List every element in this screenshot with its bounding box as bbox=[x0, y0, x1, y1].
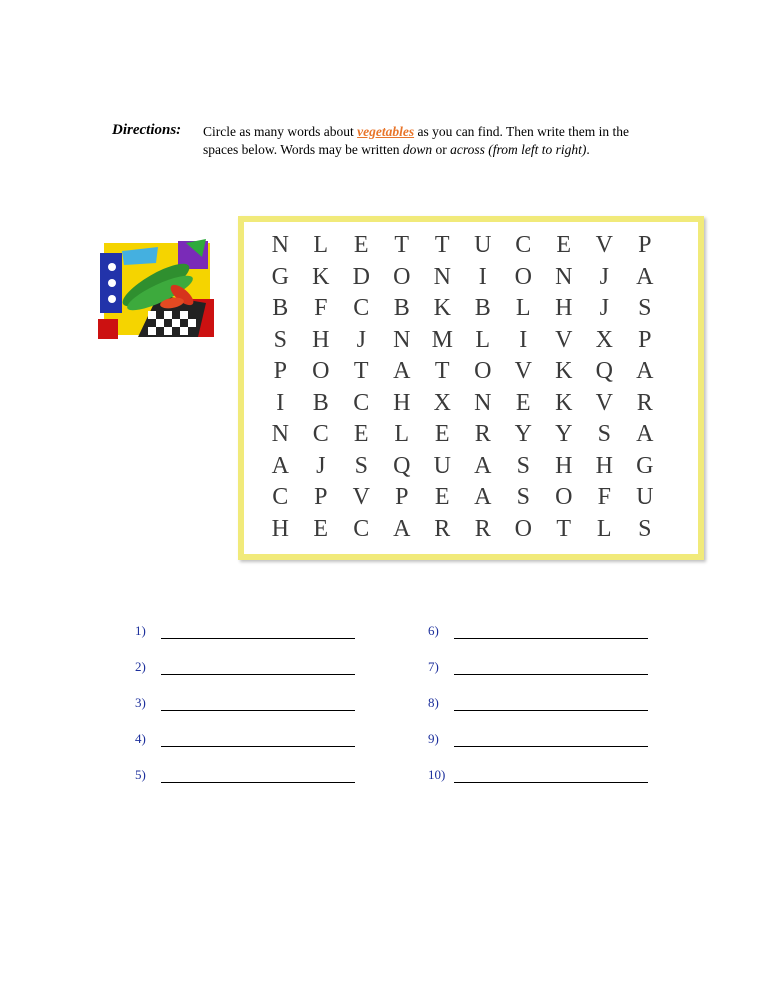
grid-letter[interactable]: F bbox=[597, 484, 611, 511]
grid-letter[interactable]: B bbox=[312, 389, 329, 416]
grid-letter[interactable]: H bbox=[555, 295, 573, 322]
grid-letter[interactable]: P bbox=[314, 484, 328, 511]
grid-letter[interactable]: L bbox=[394, 421, 410, 448]
grid-letter[interactable]: C bbox=[515, 232, 532, 259]
grid-letter[interactable]: K bbox=[312, 263, 330, 290]
answer-number: 5) bbox=[135, 767, 146, 782]
grid-letter[interactable]: X bbox=[595, 326, 613, 353]
answer-number: 10) bbox=[428, 767, 446, 782]
keyword-vegetables: vegetables bbox=[357, 124, 415, 139]
grid-letter[interactable]: T bbox=[434, 232, 450, 259]
grid-letter[interactable]: O bbox=[393, 263, 411, 290]
answer-number: 8) bbox=[428, 695, 439, 710]
answer-blank-line[interactable] bbox=[161, 660, 355, 675]
grid-letter[interactable]: L bbox=[596, 515, 612, 542]
grid-letter[interactable]: O bbox=[514, 515, 532, 542]
grid-letter[interactable]: A bbox=[271, 452, 289, 479]
grid-letter[interactable]: M bbox=[431, 326, 453, 353]
grid-letter[interactable]: E bbox=[434, 484, 450, 511]
grid-letter[interactable]: J bbox=[599, 295, 609, 322]
grid-letter[interactable]: D bbox=[352, 263, 370, 290]
grid-letter[interactable]: G bbox=[636, 452, 654, 479]
grid-letter[interactable]: T bbox=[353, 358, 369, 385]
answer-blank-line[interactable] bbox=[454, 624, 648, 639]
grid-letter[interactable]: S bbox=[516, 452, 530, 479]
grid-letter[interactable]: N bbox=[271, 421, 289, 448]
grid-letter[interactable]: T bbox=[434, 358, 450, 385]
grid-letter[interactable]: B bbox=[272, 295, 289, 322]
grid-letter[interactable]: R bbox=[474, 515, 491, 542]
grid-letter[interactable]: S bbox=[516, 484, 530, 511]
answer-number: 3) bbox=[135, 695, 146, 710]
answer-blank-line[interactable] bbox=[161, 624, 355, 639]
grid-letter[interactable]: E bbox=[353, 421, 369, 448]
grid-letter[interactable]: C bbox=[312, 421, 329, 448]
grid-letter[interactable]: I bbox=[519, 326, 528, 353]
grid-letter[interactable]: K bbox=[555, 358, 573, 385]
answer-blank-line[interactable] bbox=[454, 768, 648, 783]
grid-letter[interactable]: I bbox=[478, 263, 487, 290]
grid-letter[interactable]: E bbox=[353, 232, 369, 259]
answer-row bbox=[135, 659, 355, 675]
vegetables-clipart-icon bbox=[98, 233, 216, 341]
grid-letter[interactable]: A bbox=[636, 263, 654, 290]
answer-blank-line[interactable] bbox=[161, 696, 355, 711]
answer-row bbox=[135, 731, 355, 747]
grid-letter[interactable]: E bbox=[556, 232, 572, 259]
answer-row bbox=[428, 623, 648, 639]
grid-letter[interactable]: O bbox=[514, 263, 532, 290]
grid-letter[interactable]: E bbox=[313, 515, 329, 542]
grid-letter[interactable]: N bbox=[474, 389, 492, 416]
answer-number: 7) bbox=[428, 659, 439, 674]
grid-letter[interactable]: N bbox=[433, 263, 451, 290]
grid-letter[interactable]: B bbox=[474, 295, 491, 322]
answer-row bbox=[428, 731, 648, 747]
grid-letter[interactable]: K bbox=[555, 389, 573, 416]
grid-letter[interactable]: E bbox=[515, 389, 531, 416]
grid-letter[interactable]: A bbox=[393, 515, 411, 542]
grid-letter[interactable]: X bbox=[433, 389, 451, 416]
answer-number: 2) bbox=[135, 659, 146, 674]
grid-letter[interactable]: C bbox=[353, 389, 370, 416]
grid-letter[interactable]: P bbox=[638, 232, 652, 259]
grid-letter[interactable]: C bbox=[353, 515, 370, 542]
grid-letter[interactable]: V bbox=[514, 358, 532, 385]
grid-letter[interactable]: N bbox=[393, 326, 411, 353]
grid-letter[interactable]: Q bbox=[393, 452, 411, 479]
grid-letter[interactable]: H bbox=[555, 452, 573, 479]
answer-row bbox=[428, 659, 648, 675]
grid-letter[interactable]: J bbox=[316, 452, 326, 479]
grid-letter[interactable]: A bbox=[636, 421, 654, 448]
grid-letter[interactable]: L bbox=[515, 295, 531, 322]
answer-row bbox=[135, 767, 355, 783]
answer-number: 1) bbox=[135, 623, 146, 638]
grid-letter[interactable]: Q bbox=[595, 358, 613, 385]
grid-letter[interactable]: S bbox=[638, 295, 652, 322]
grid-letter[interactable]: S bbox=[597, 421, 611, 448]
grid-letter[interactable]: H bbox=[595, 452, 613, 479]
grid-letter[interactable]: S bbox=[354, 452, 368, 479]
grid-letter[interactable]: G bbox=[271, 263, 289, 290]
grid-letter[interactable]: P bbox=[395, 484, 409, 511]
grid-letter[interactable]: O bbox=[312, 358, 330, 385]
grid-letter[interactable]: U bbox=[474, 232, 492, 259]
grid-letter[interactable]: T bbox=[394, 232, 410, 259]
word-search-frame bbox=[238, 216, 704, 560]
grid-letter[interactable]: L bbox=[475, 326, 491, 353]
grid-letter[interactable]: A bbox=[474, 484, 492, 511]
directions-text: Circle as many words about vegetables as you can find. Then write them in the spaces below. Words may be written down or across (from left to right). bbox=[203, 124, 630, 157]
answer-blank-line[interactable] bbox=[454, 660, 648, 675]
grid-letter[interactable]: S bbox=[638, 515, 652, 542]
grid-letter[interactable]: F bbox=[314, 295, 328, 322]
grid-letter[interactable]: A bbox=[474, 452, 492, 479]
grid-letter[interactable]: H bbox=[312, 326, 330, 353]
grid-letter[interactable]: V bbox=[595, 389, 613, 416]
grid-letter[interactable]: Y bbox=[514, 421, 532, 448]
grid-letter[interactable]: U bbox=[433, 452, 451, 479]
answer-row bbox=[428, 767, 648, 783]
directions-label: Directions: bbox=[112, 122, 182, 138]
answer-row bbox=[135, 695, 355, 711]
grid-letter[interactable]: U bbox=[636, 484, 654, 511]
grid-letter[interactable]: K bbox=[433, 295, 451, 322]
grid-letter[interactable]: A bbox=[636, 358, 654, 385]
grid-letter[interactable]: N bbox=[271, 232, 289, 259]
grid-letter[interactable]: Y bbox=[555, 421, 573, 448]
answer-blank-line[interactable] bbox=[454, 696, 648, 711]
grid-letter[interactable]: H bbox=[271, 515, 289, 542]
grid-letter[interactable]: P bbox=[273, 358, 287, 385]
answer-number: 4) bbox=[135, 731, 146, 746]
grid-letter[interactable]: S bbox=[273, 326, 287, 353]
answer-number: 6) bbox=[428, 623, 439, 638]
answer-row bbox=[135, 623, 355, 639]
answer-number: 9) bbox=[428, 731, 439, 746]
grid-letter[interactable]: C bbox=[272, 484, 289, 511]
grid-letter[interactable]: E bbox=[434, 421, 450, 448]
grid-letter[interactable]: A bbox=[393, 358, 411, 385]
grid-letter[interactable]: V bbox=[555, 326, 573, 353]
grid-letter[interactable]: C bbox=[353, 295, 370, 322]
grid-letter[interactable]: R bbox=[636, 389, 653, 416]
answer-blank-line[interactable] bbox=[454, 732, 648, 747]
answer-blank-line[interactable] bbox=[161, 732, 355, 747]
grid-letter[interactable]: V bbox=[352, 484, 370, 511]
grid-letter[interactable]: O bbox=[474, 358, 492, 385]
grid-letter[interactable]: R bbox=[434, 515, 451, 542]
grid-letter[interactable]: B bbox=[393, 295, 410, 322]
grid-letter[interactable]: L bbox=[313, 232, 329, 259]
answer-blank-line[interactable] bbox=[161, 768, 355, 783]
grid-letter[interactable]: V bbox=[595, 232, 613, 259]
grid-letter[interactable]: I bbox=[276, 389, 285, 416]
grid-letter[interactable]: O bbox=[555, 484, 573, 511]
grid-letter[interactable]: N bbox=[555, 263, 573, 290]
answer-row bbox=[428, 695, 648, 711]
word-search-grid bbox=[260, 230, 665, 545]
grid-letter[interactable]: T bbox=[556, 515, 572, 542]
grid-letter[interactable]: R bbox=[474, 421, 491, 448]
grid-letter[interactable]: P bbox=[638, 326, 652, 353]
grid-letter[interactable]: H bbox=[393, 389, 411, 416]
grid-letter[interactable]: J bbox=[599, 263, 609, 290]
grid-letter[interactable]: J bbox=[356, 326, 366, 353]
